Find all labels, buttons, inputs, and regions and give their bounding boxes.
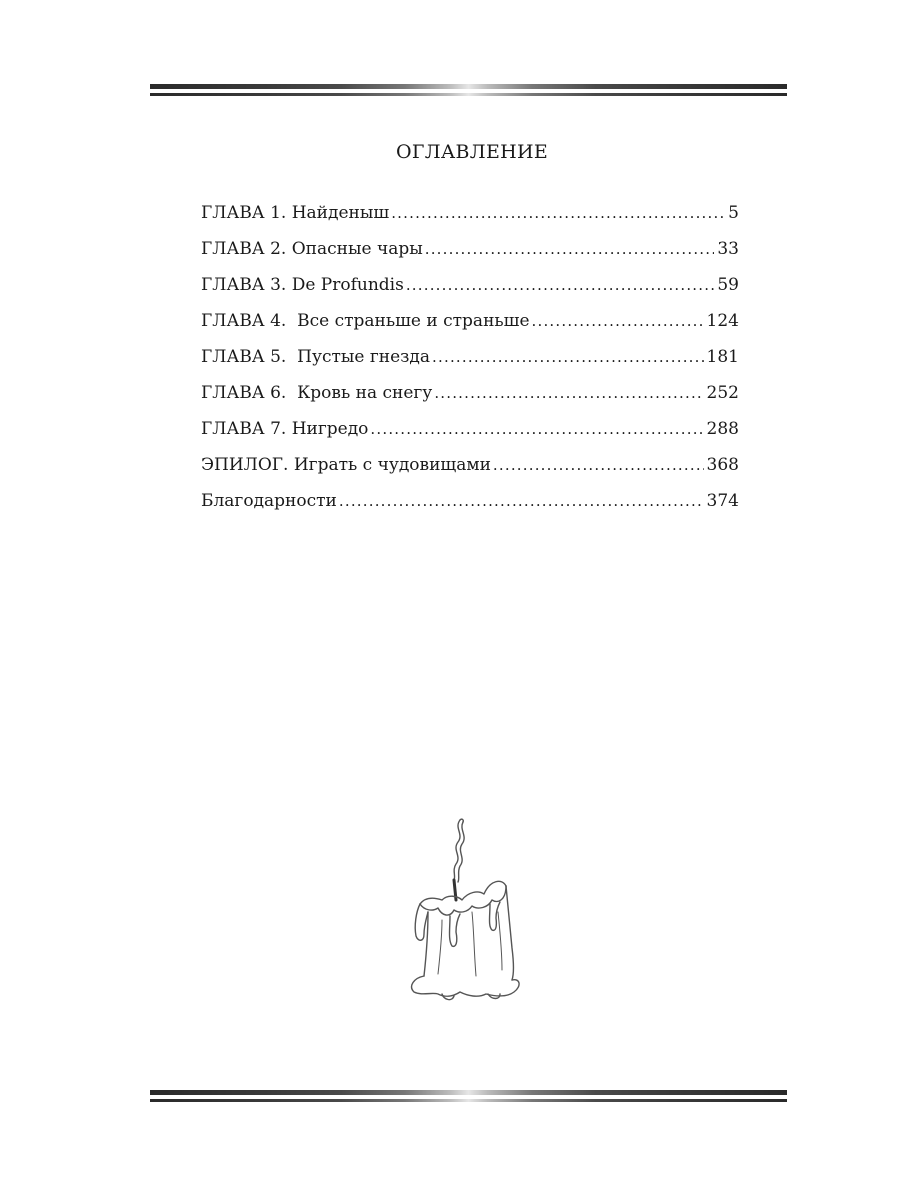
toc-entry-label: ГЛАВА 7. Нигредо [201, 419, 369, 439]
toc-dot-leader [432, 348, 704, 366]
toc-entry-label: Благодарности [201, 491, 337, 511]
toc-entry-label: ГЛАВА 6. Кровь на снегу [201, 383, 433, 403]
table-of-contents [201, 203, 739, 527]
toc-dot-leader [370, 420, 703, 438]
toc-dot-leader [391, 204, 725, 222]
toc-page-number: 181 [706, 347, 739, 367]
bottom-rule-thick-line [150, 1090, 787, 1095]
toc-dot-leader [493, 456, 704, 474]
toc-page-number: 368 [706, 455, 739, 475]
toc-page-number: 252 [706, 383, 739, 403]
melting-candle-icon [402, 808, 527, 1008]
top-decorative-rule [150, 84, 787, 102]
toc-page-number: 33 [717, 239, 739, 259]
toc-dot-leader [339, 492, 704, 510]
toc-page-number: 124 [706, 311, 739, 331]
toc-entry-chapter-5[interactable] [201, 347, 739, 383]
top-rule-thin-line [150, 93, 787, 96]
toc-page-number: 59 [717, 275, 739, 295]
toc-entry-chapter-4[interactable] [201, 311, 739, 347]
toc-page-number: 374 [706, 491, 739, 511]
toc-entry-chapter-2[interactable] [201, 239, 739, 275]
toc-entry-label: ЭПИЛОГ. Играть с чудовищами [201, 455, 491, 475]
page-title: ОГЛАВЛЕНИЕ [395, 141, 549, 163]
toc-entry-label: ГЛАВА 3. De Profundis [201, 275, 404, 295]
toc-entry-chapter-3[interactable] [201, 275, 739, 311]
toc-entry-label: ГЛАВА 1. Найденыш [201, 203, 390, 223]
toc-entry-chapter-6[interactable] [201, 383, 739, 419]
toc-dot-leader [434, 384, 703, 402]
bottom-rule-thin-line [150, 1099, 787, 1102]
toc-entry-chapter-1[interactable] [201, 203, 739, 239]
toc-dot-leader [532, 312, 704, 330]
toc-entry-label: ГЛАВА 5. Пустые гнезда [201, 347, 431, 367]
top-rule-thick-line [150, 84, 787, 89]
toc-page-number: 5 [728, 203, 739, 223]
toc-dot-leader [425, 240, 715, 258]
toc-entry-chapter-7[interactable] [201, 419, 739, 455]
toc-dot-leader [406, 276, 715, 294]
toc-page-number: 288 [706, 419, 739, 439]
bottom-decorative-rule [150, 1090, 787, 1108]
toc-entry-label: ГЛАВА 2. Опасные чары [201, 239, 423, 259]
toc-entry-acknowledgements[interactable] [201, 491, 739, 527]
toc-entry-label: ГЛАВА 4. Все страньше и страньше [201, 311, 530, 331]
toc-entry-epilogue[interactable] [201, 455, 739, 491]
